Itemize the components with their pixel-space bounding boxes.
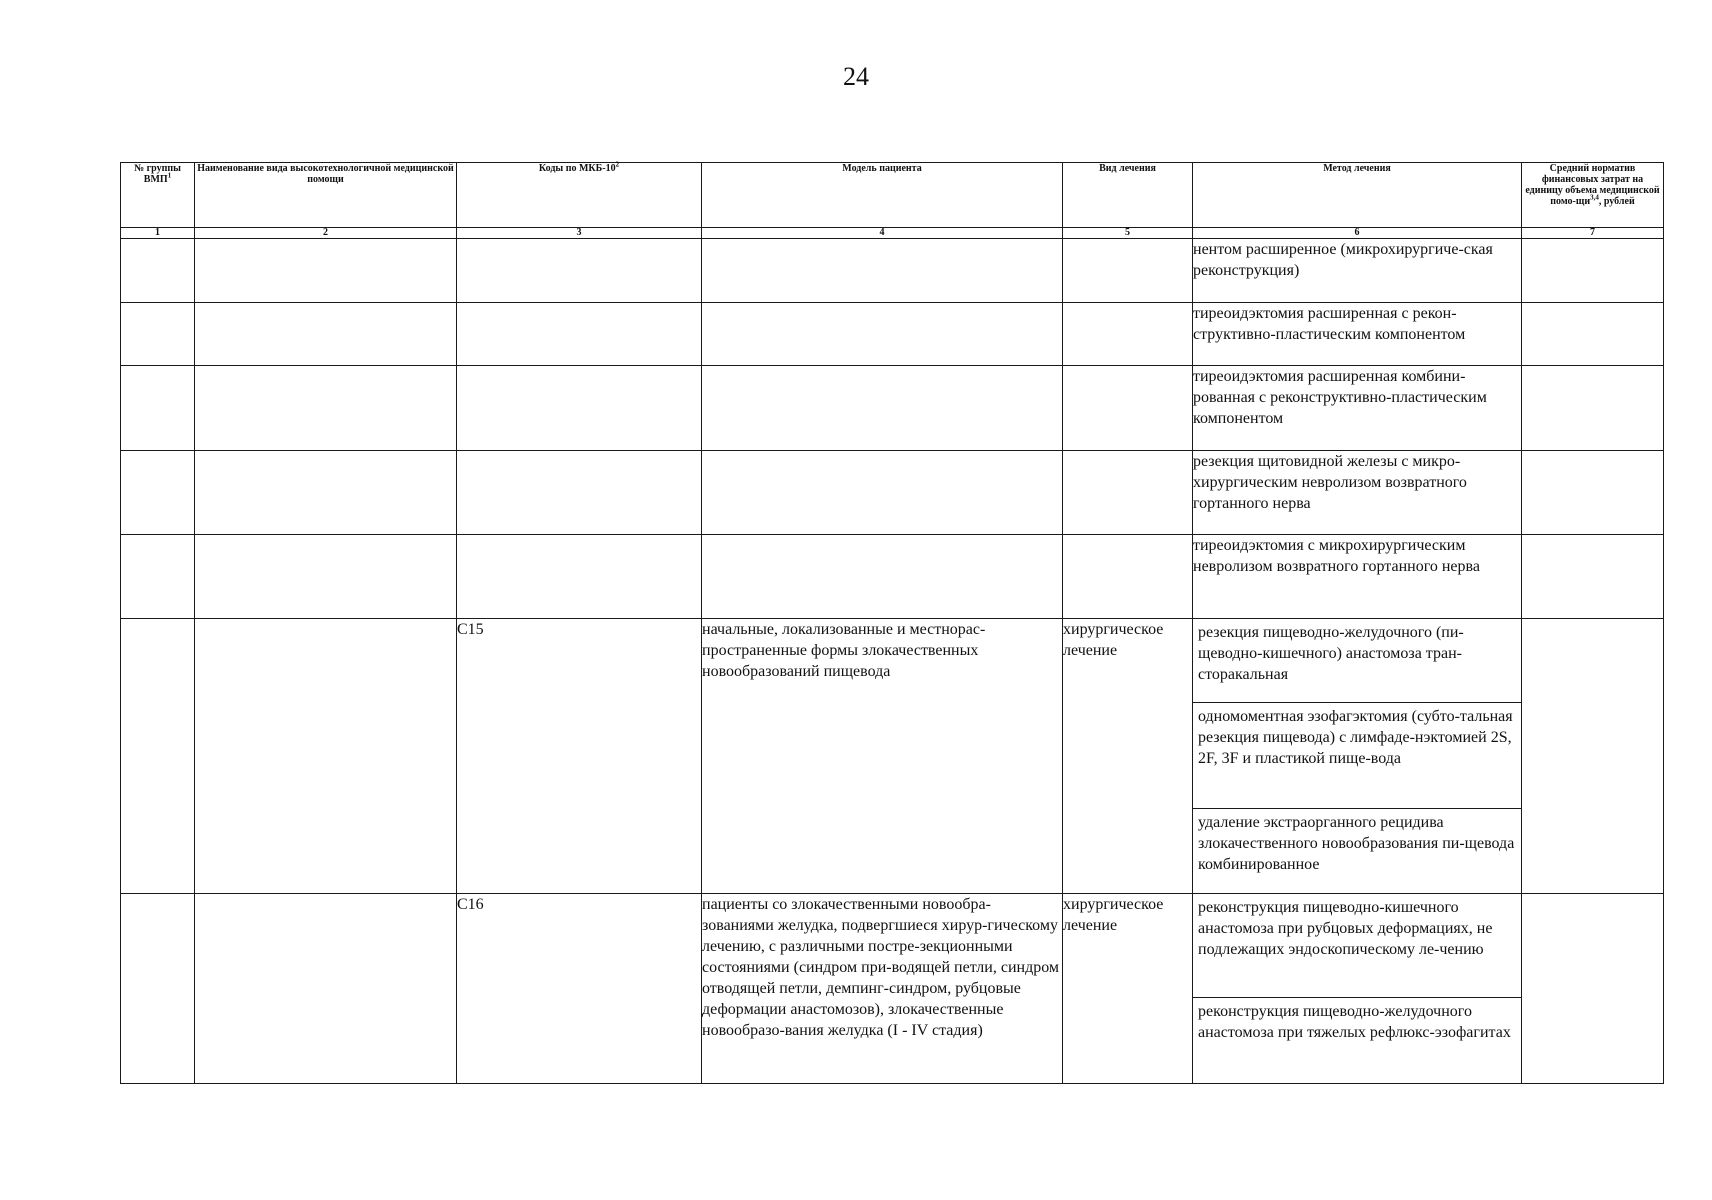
header-treatment-type: Вид лечения xyxy=(1063,163,1193,228)
table-row xyxy=(121,239,1664,303)
icd-code-cell: C15 xyxy=(457,619,702,894)
table-row xyxy=(121,303,1664,366)
table-row xyxy=(121,366,1664,451)
table-row-c15 xyxy=(121,619,1664,894)
header-treatment-method: Метод лечения xyxy=(1193,163,1522,228)
method-cell: удаление экстраорганного рецидива злокачественного новообразования пи-щевода комбинированное xyxy=(1198,814,1515,873)
table-row-c16 xyxy=(121,894,1664,1084)
method-cell: резекция щитовидной железы с микро-хирургическим невролизом возвратного гортанного нерва xyxy=(1193,451,1522,535)
icd-code-cell: C16 xyxy=(457,894,702,1084)
method-cell: реконструкция пищеводно-желудочного анастомоза при тяжелых рефлюкс-эзофагитах xyxy=(1198,1003,1511,1041)
method-cell: резекция пищеводно-желудочного (пи-щеводно-кишечного) анастомоза тран-сторакальная xyxy=(1193,619,1521,703)
method-group xyxy=(1193,894,1522,1084)
header-row xyxy=(121,163,1664,228)
column-number-row xyxy=(121,228,1664,239)
column-number: 6 xyxy=(1193,228,1522,239)
table-row xyxy=(121,451,1664,535)
treatment-type-cell: хирургическое лечение xyxy=(1063,619,1193,894)
treatment-type-cell: хирургическое лечение xyxy=(1063,894,1193,1084)
method-cell: тиреоидэктомия с микрохирургическим невролизом возвратного гортанного нерва xyxy=(1193,535,1522,619)
column-number: 1 xyxy=(121,228,195,239)
patient-model-cell: начальные, локализованные и местнорас-пространенные формы злокачественных новообразований пищевода xyxy=(702,619,1063,894)
method-cell: тиреоидэктомия расширенная с рекон-структивно-пластическим компонентом xyxy=(1193,303,1522,366)
method-cell: нентом расширенное (микрохирургиче-ская реконструкция) xyxy=(1193,239,1522,303)
vmp-table xyxy=(120,162,1664,1084)
method-cell: тиреоидэктомия расширенная комбини-рованная с реконструктивно-пластическим компонентом xyxy=(1193,366,1522,451)
column-number: 5 xyxy=(1063,228,1193,239)
column-number: 2 xyxy=(195,228,457,239)
column-number: 3 xyxy=(457,228,702,239)
header-cost-norm: Средний норматив финансовых затрат на единицу объема медицинской помо-щи$^{3,4}$, рублей xyxy=(1522,163,1664,228)
method-cell: одномоментная эзофагэктомия (субто-тальная резекция пищевода) с лимфаде-нэктомией 2S, 2F, 3F и пластикой пище-вода xyxy=(1193,703,1521,809)
page-number: 24 xyxy=(843,62,869,91)
patient-model-cell: пациенты со злокачественными новообра-зованиями желудка, подвергшиеся хирур-гическому лечению, с различными постре-зекционными состояниями (синдром при-водящей петли, синдром отводящей петли, демпинг-синдром, рубцовые деформации анастомозов), злокачественные новообразо-вания желудка (I - IV стадия) xyxy=(702,894,1063,1084)
header-care-type: Наименование вида высокотехнологичной медицинской помощи xyxy=(195,163,457,228)
header-group-number: № группы ВМП$^1$ xyxy=(121,163,195,228)
header-patient-model: Модель пациента xyxy=(702,163,1063,228)
table-row xyxy=(121,535,1664,619)
header-icd-codes: Коды по МКБ-$10^2$ xyxy=(457,163,702,228)
column-number: 7 xyxy=(1522,228,1664,239)
method-group xyxy=(1193,619,1522,894)
method-cell: реконструкция пищеводно-кишечного анастомоза при рубцовых деформациях, не подлежащих эндоскопическому ле-чению xyxy=(1193,894,1521,998)
column-number: 4 xyxy=(702,228,1063,239)
